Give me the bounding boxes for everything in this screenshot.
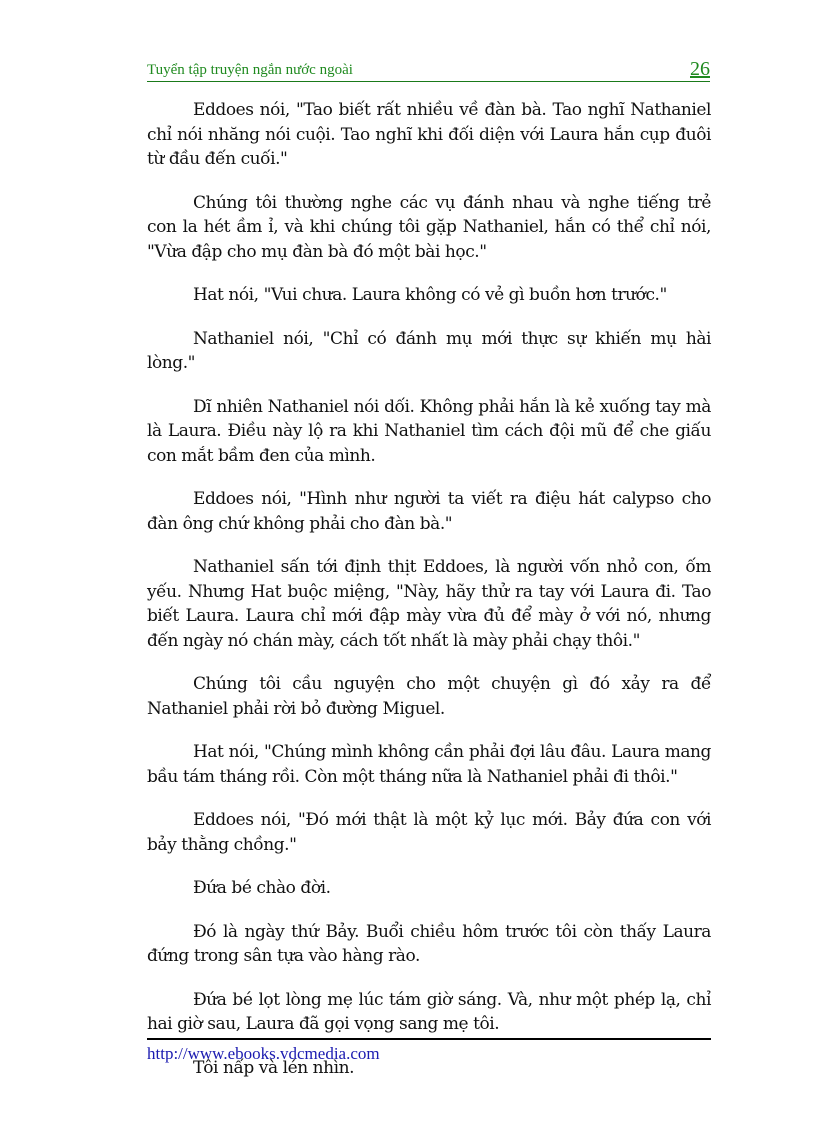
paragraph: Đó là ngày thứ Bảy. Buổi chiều hôm trước tôi còn thấy Laura đứng trong sân tựa vào hàng rào. [147,921,711,966]
paragraph: Chúng tôi cầu nguyện cho một chuyện gì đó xảy ra để Nathaniel phải rời bỏ đường Miguel. [147,674,711,719]
paragraph: Chúng tôi thường nghe các vụ đánh nhau và nghe tiếng trẻ con la hét ầm ỉ, và khi chúng tôi gặp Nathaniel, hắn có thể chỉ nói, "Vừa đập cho mụ đàn bà đó một bài học." [147,192,711,262]
book-title: Tuyển tập truyện ngắn nước ngoài [147,62,353,78]
paragraph: Nathaniel sấn tới định thịt Eddoes, là người vốn nhỏ con, ốm yếu. Nhưng Hat buộc miệng, "Này, hãy thử ra tay với Laura đi. Tao biết Laura. Laura chỉ mới đập mày vừa đủ để mày ở với nó, nhưng đến ngày nó chán mày, cách tốt nhất là mày phải chạy thôi." [147,557,711,651]
paragraph: Eddoes nói, "Tao biết rất nhiều về đàn bà. Tao nghĩ Nathaniel chỉ nói nhăng nói cuội. Tao nghĩ khi đối diện với Laura hắn cụp đuôi từ đầu đến cuối." [147,100,711,169]
page-header [147,59,710,82]
paragraph: Eddoes nói, "Đó mới thật là một kỷ lục mới. Bảy đứa con với bảy thằng chồng." [147,810,711,855]
footer-url-link[interactable]: http://www.ebooks.vdcmedia.com [147,1044,380,1063]
paragraph: Đứa bé chào đời. [193,878,331,898]
paragraph: Nathaniel nói, "Chỉ có đánh mụ mới thực sự khiến mụ hài lòng." [147,328,711,373]
footer-divider [147,1038,711,1040]
paragraph: Eddoes nói, "Hình như người ta viết ra điệu hát calypso cho đàn ông chứ không phải cho đàn bà." [147,489,711,534]
paragraph: Dĩ nhiên Nathaniel nói dối. Không phải hắn là kẻ xuống tay mà là Laura. Điều này lộ ra khi Nathaniel tìm cách đội mũ để che giấu con mắt bầm đen của mình. [147,396,711,466]
paragraph: Hat nói, "Vui chưa. Laura không có vẻ gì buồn hơn trước." [193,285,667,305]
paragraph: Hat nói, "Chúng mình không cần phải đợi lâu đâu. Laura mang bầu tám tháng rồi. Còn một tháng nữa là Nathaniel phải đi thôi." [147,742,711,787]
page-number: 26 [690,58,710,80]
story-body [147,98,711,1099]
paragraph: Tôi nấp và lén nhìn. [193,1057,355,1078]
paragraph: Đứa bé lọt lòng mẹ lúc tám giờ sáng. Và, như một phép lạ, chỉ hai giờ sau, Laura đã gọi vọng sang mẹ tôi. [147,989,711,1034]
